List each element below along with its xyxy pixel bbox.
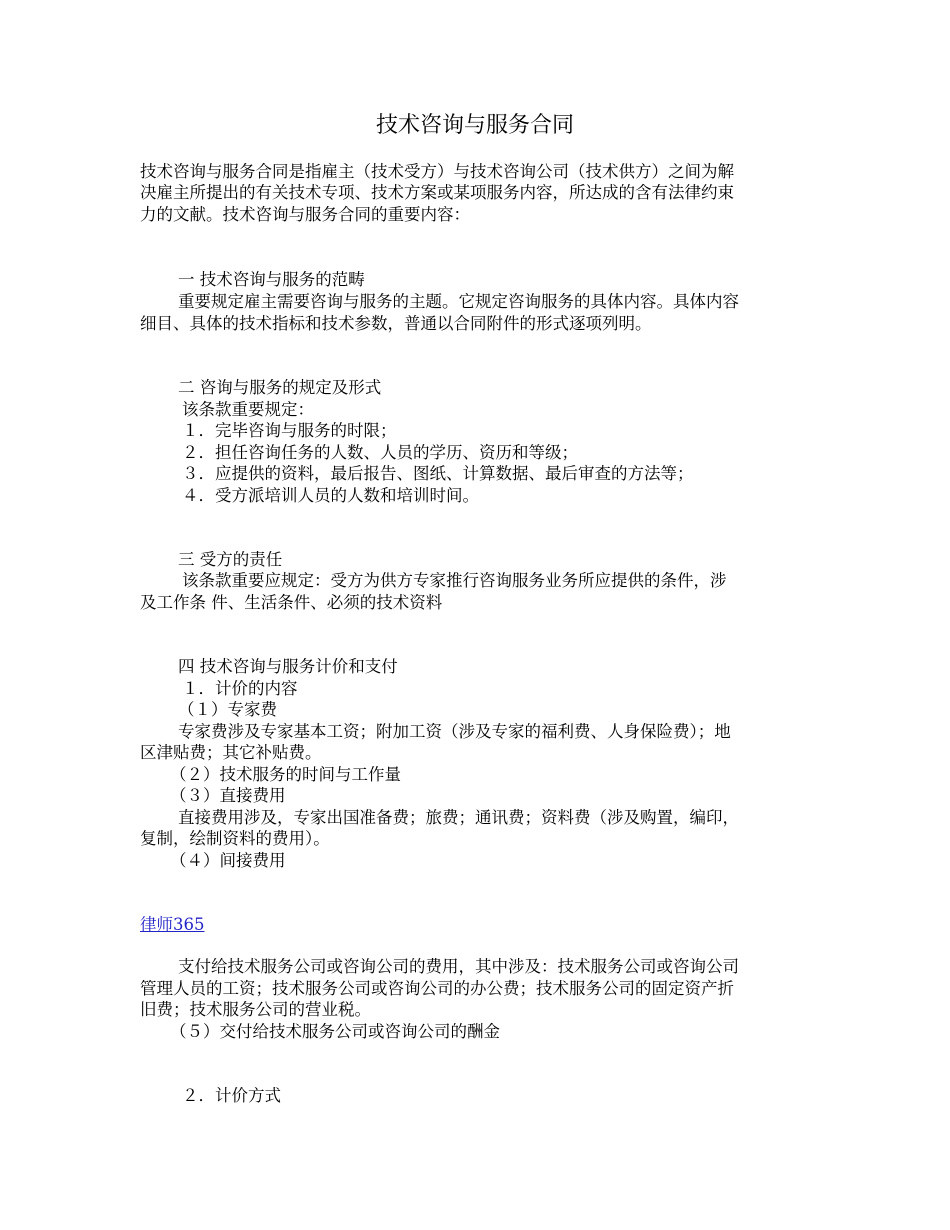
section-4-sub-1: １．计价的内容 [182,679,298,698]
section-4-item-1: （１）专家费 [178,700,277,719]
section-2-lead: 该条款重要规定： [182,400,314,419]
indirect-cost-body-line-1: 支付给技术服务公司或咨询公司的费用，其中涉及：技术服务公司或咨询公司 [178,957,739,976]
section-2-item-1: １．完毕咨询与服务的时限； [182,421,397,440]
intro-line-2: 决雇主所提出的有关技术专项、技术方案或某项服务内容，所达成的含有法律约束 [140,183,734,202]
indirect-cost-body-line-2: 管理人员的工资；技术服务公司或咨询公司的办公费；技术服务公司的固定资产折 [140,979,734,998]
section-2-item-3: ３．应提供的资料，最后报告、图纸、计算数据、最后审查的方法等； [182,464,694,483]
section-1-body-line-1: 重要规定雇主需要咨询与服务的主题。它规定咨询服务的具体内容。具体内容 [178,292,739,311]
intro-line-3: 力的文献。技术咨询与服务合同的重要内容： [140,205,470,224]
section-4-item-3-body-line-1: 直接费用涉及，专家出国准备费；旅费；通讯费；资料费（涉及购置，编印， [178,808,739,827]
document-title: 技术咨询与服务合同 [375,113,574,138]
section-4-item-4: （４）间接费用 [170,851,286,870]
section-1-heading: 一 技术咨询与服务的范畴 [178,270,365,289]
section-4-item-5: （５）交付给技术服务公司或咨询公司的酬金 [170,1022,500,1041]
section-3-body-line-2: 及工作条 件、生活条件、必须的技术资料 [140,593,443,612]
section-4-sub-2: ２．计价方式 [182,1086,281,1105]
section-4-item-1-body-line-2: 区津贴费；其它补贴费。 [140,743,322,762]
section-3-heading: 三 受方的责任 [178,550,283,569]
indirect-cost-body-line-3: 旧费；技术服务公司的营业税。 [140,1000,371,1019]
section-4-item-1-body-line-1: 专家费涉及专家基本工资；附加工资（涉及专家的福利费、人身保险费）；地 [178,722,731,741]
section-1-body-line-2: 细目、具体的技术指标和技术参数，普通以合同附件的形式逐项列明。 [140,314,652,333]
intro-line-1: 技术咨询与服务合同是指雇主（技术受方）与技术咨询公司（技术供方）之间为解 [140,162,734,181]
section-2-heading: 二 咨询与服务的规定及形式 [178,378,382,397]
section-4-item-2: （２）技术服务的时间与工作量 [170,765,401,784]
section-3-body-line-1: 该条款重要应规定：受方为供方专家推行咨询服务业务所应提供的条件，涉 [182,571,727,590]
section-4-item-3-body-line-2: 复制，绘制资料的费用）。 [140,829,330,848]
section-2-item-2: ２．担任咨询任务的人数、人员的学历、资历和等级； [182,443,578,462]
section-4-heading: 四 技术咨询与服务计价和支付 [178,657,398,676]
section-2-item-4: ４．受方派培训人员的人数和培训时间。 [182,486,479,505]
lawyer365-link[interactable]: 律师365 [140,915,205,934]
section-4-item-3: （３）直接费用 [170,786,286,805]
